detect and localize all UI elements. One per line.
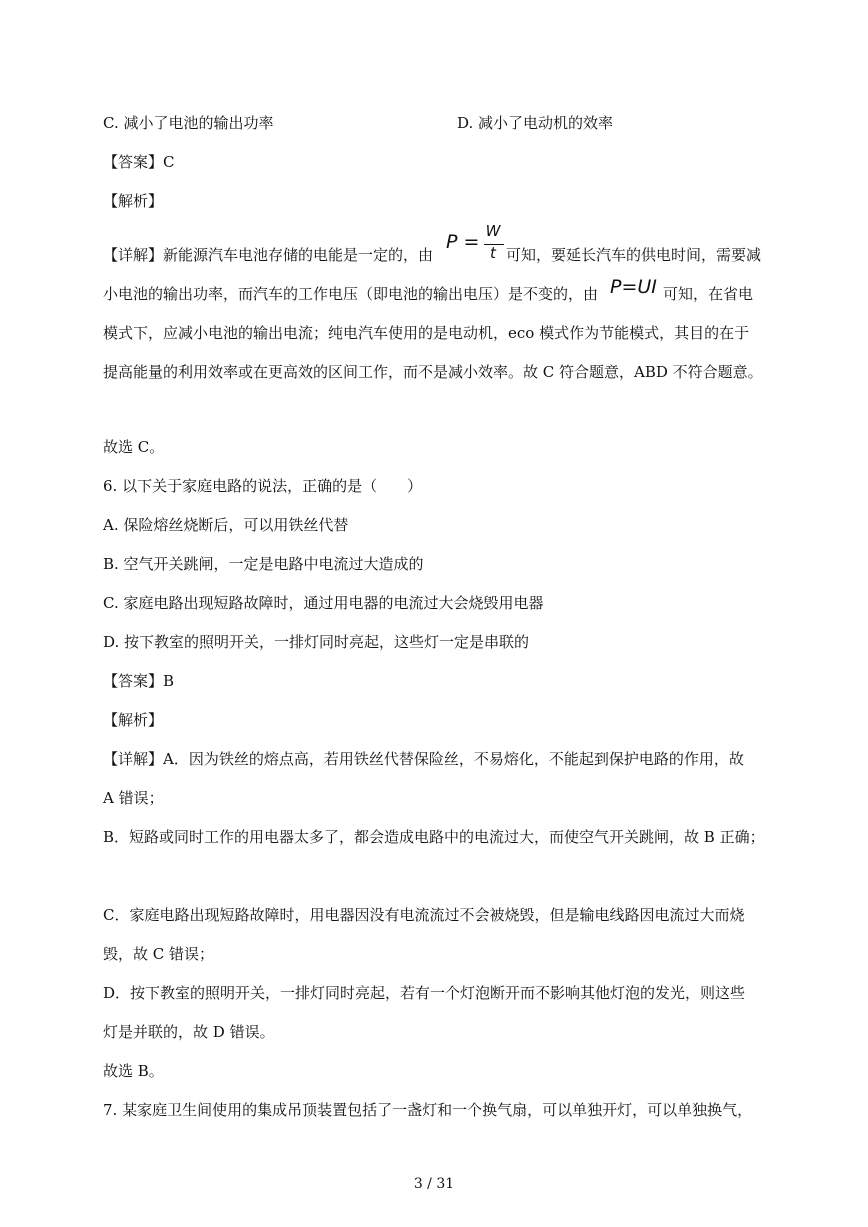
q5-detail-line-4: 提高能量的利用效率或在更高效的区间工作，而不是减小效率。故 C 符合题意，ABD 不符合题意。 (103, 363, 763, 381)
q6-option-a: A. 保险熔丝烧断后，可以用铁丝代替 (103, 516, 349, 534)
q6-question: 6. 以下关于家庭电路的说法，正确的是（ ） (103, 477, 423, 495)
q5-choose: 故选 C。 (103, 438, 165, 456)
q6-detail-d-line-1: D．按下教室的照明开关，一排灯同时亮起，若有一个灯泡断开而不影响其他灯泡的发光，则这些 (103, 984, 746, 1002)
q5-option-c-text: C. 减小了电池的输出功率 (103, 114, 274, 132)
q6-detail-c-line-1: C．家庭电路出现短路故障时，用电器因没有电流流过不会被烧毁，但是输电线路因电流过大而烧 (103, 906, 745, 924)
q5-option-c (103, 113, 273, 133)
q6-answer: 【答案】B (103, 672, 175, 690)
q5-detail-line-3: 模式下，应减小电池的输出电流；纯电汽车使用的是电动机，eco 模式作为节能模式，其目的在于 (103, 324, 750, 342)
formula-power-lhs: P = (446, 231, 480, 253)
q6-detail-a-line-1: 【详解】A．因为铁丝的熔点高，若用铁丝代替保险丝，不易熔化，不能起到保护电路的作用，故 (103, 750, 744, 768)
q5-option-d (457, 113, 613, 133)
formula-fraction-numerator: W (485, 222, 501, 240)
q5-detail-line-1a: 【详解】新能源汽车电池存储的电能是一定的，由 (103, 246, 434, 264)
q7-question: 7. 某家庭卫生间使用的集成吊顶装置包括了一盏灯和一个换气扇，可以单独开灯，可以单独换气， (103, 1101, 753, 1119)
q5-analysis-heading: 【解析】 (103, 192, 164, 210)
page-number: 3 / 31 (413, 1176, 455, 1192)
q6-option-d: D. 按下教室的照明开关，一排灯同时亮起，这些灯一定是串联的 (103, 633, 530, 651)
q6-detail-b: B．短路或同时工作的用电器太多了，都会造成电路中的电流过大，而使空气开关跳闸，故 B 正确； (103, 828, 765, 846)
q5-detail-line-2a: 小电池的输出功率，而汽车的工作电压（即电池的输出电压）是不变的，由 (103, 285, 599, 303)
q6-choose: 故选 B。 (103, 1062, 164, 1080)
q5-answer: 【答案】C (103, 153, 175, 171)
q5-detail-line-1b: 可知，要延长汽车的供电时间，需要减 (506, 246, 762, 264)
q5-detail-line-2b: 可知，在省电 (663, 285, 754, 303)
q5-option-d-text: D. 减小了电动机的效率 (457, 114, 614, 132)
q6-detail-d-line-2: 灯是并联的，故 D 错误。 (103, 1023, 275, 1041)
q6-detail-c-line-2: 毁，故 C 错误； (103, 945, 215, 963)
formula-fraction-denominator: t (490, 244, 496, 262)
q6-detail-a-line-2: A 错误； (103, 789, 164, 807)
q6-analysis-heading: 【解析】 (103, 711, 164, 729)
formula-power-ui: P=UI (610, 276, 657, 298)
formula-power-fraction (478, 222, 508, 266)
q6-option-c: C. 家庭电路出现短路故障时，通过用电器的电流过大会烧毁用电器 (103, 594, 544, 612)
q6-option-b: B. 空气开关跳闸，一定是电路中电流过大造成的 (103, 555, 424, 573)
